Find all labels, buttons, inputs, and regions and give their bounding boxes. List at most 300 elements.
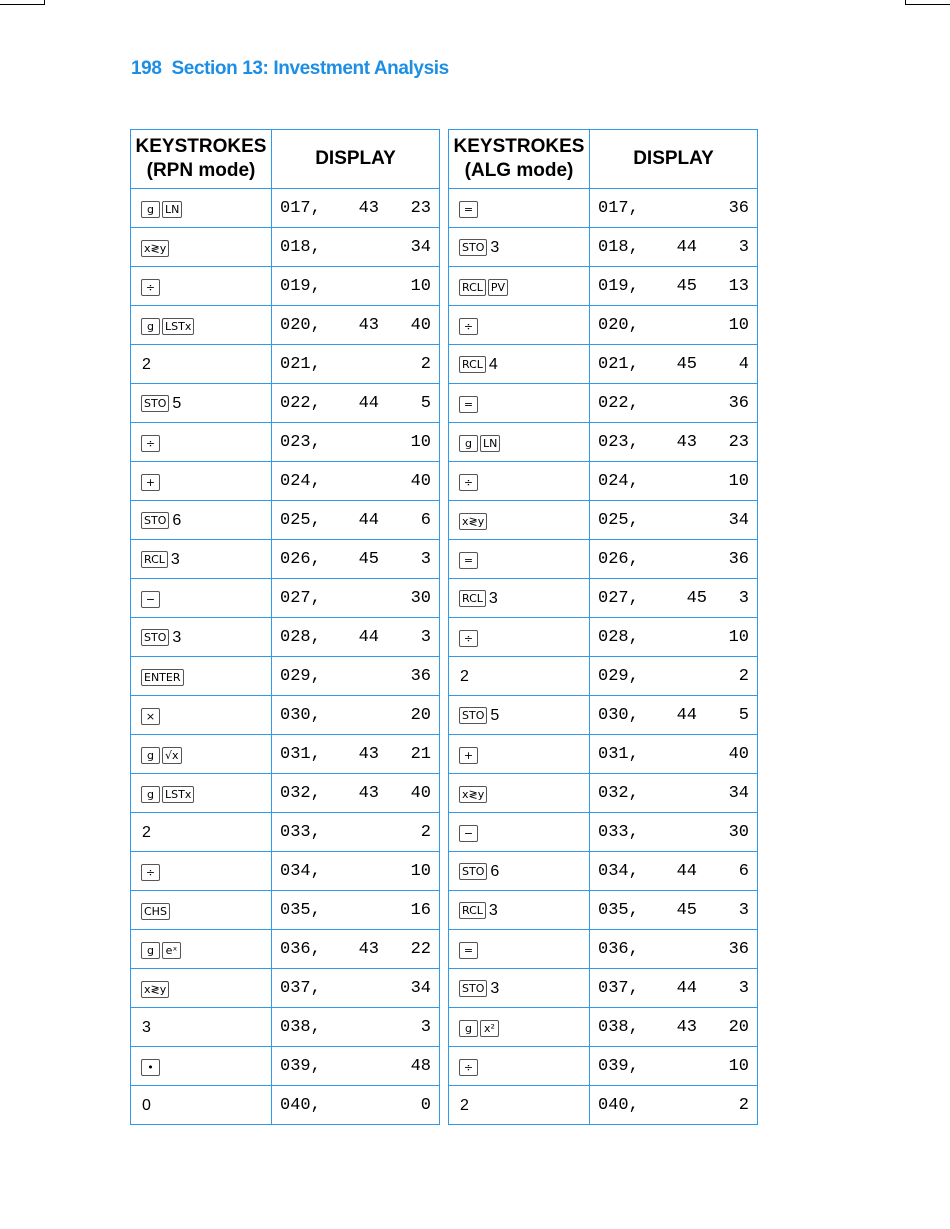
calculator-key: g (459, 1020, 478, 1037)
display-cell (272, 774, 440, 813)
keycode: 5 (420, 394, 431, 413)
keycode: 22 (410, 940, 431, 959)
display-cell (590, 1047, 758, 1086)
calculator-key: STO (459, 707, 487, 724)
table-row (449, 462, 758, 501)
display-cell (590, 969, 758, 1008)
keystroke-cell (449, 1047, 590, 1086)
calculator-key: = (459, 201, 478, 218)
table-row (449, 969, 758, 1008)
step-number: 031, (280, 745, 321, 764)
display-cell (590, 1086, 758, 1125)
keystroke-cell (131, 1008, 272, 1047)
crop-mark-right (905, 0, 950, 5)
keycode: 10 (728, 316, 749, 335)
display-cell (272, 423, 440, 462)
keycode: 6 (738, 862, 749, 881)
keystroke-cell (131, 891, 272, 930)
keycode-prefix: 45 (686, 589, 707, 608)
keystroke-digit: 3 (490, 979, 500, 997)
keystroke-cell (449, 969, 590, 1008)
keystroke-cell (131, 540, 272, 579)
step-number: 039, (280, 1057, 321, 1076)
step-number: 035, (598, 901, 639, 920)
table-row (131, 345, 440, 384)
table-row (131, 306, 440, 345)
keycode-prefix: 45 (676, 355, 697, 374)
keycode: 3 (420, 1018, 431, 1037)
calculator-key: = (459, 552, 478, 569)
keystroke-cell (131, 696, 272, 735)
calculator-key: = (459, 942, 478, 959)
keystroke-cell (131, 735, 272, 774)
step-number: 037, (598, 979, 639, 998)
keycode-prefix: 44 (358, 628, 379, 647)
keystroke-digit: 5 (172, 394, 182, 412)
keystroke-cell (449, 462, 590, 501)
display-cell (272, 579, 440, 618)
page-number: 198 (131, 58, 162, 79)
keystroke-digit: 3 (170, 550, 180, 568)
keystroke-digit: 3 (488, 901, 498, 919)
table-row (131, 657, 440, 696)
calculator-key: x≷y (459, 513, 487, 530)
display-cell (272, 735, 440, 774)
calculator-key: g (141, 747, 160, 764)
keycode-prefix: 44 (676, 862, 697, 881)
display-cell (272, 228, 440, 267)
keystroke-cell (449, 501, 590, 540)
keycode: 5 (738, 706, 749, 725)
display-cell (272, 1086, 440, 1125)
table-row (131, 891, 440, 930)
keycode-prefix: 44 (358, 394, 379, 413)
keycode: 2 (738, 1096, 749, 1115)
keycode-prefix: 44 (676, 238, 697, 257)
table-row (131, 852, 440, 891)
step-number: 020, (598, 316, 639, 335)
keycode: 36 (728, 199, 749, 218)
table-row (131, 423, 440, 462)
step-number: 031, (598, 745, 639, 764)
table-row (449, 384, 758, 423)
step-number: 032, (598, 784, 639, 803)
keystroke-cell (449, 345, 590, 384)
display-cell (590, 813, 758, 852)
table-row (449, 423, 758, 462)
keycode: 2 (738, 667, 749, 686)
keystroke-digit: 4 (488, 355, 498, 373)
display-cell (272, 891, 440, 930)
calculator-key: STO (459, 863, 487, 880)
calculator-key: RCL (459, 356, 486, 373)
table-row (131, 267, 440, 306)
keycode: 3 (738, 901, 749, 920)
keycode: 40 (410, 472, 431, 491)
keystroke-digit: 3 (172, 628, 182, 646)
step-number: 021, (598, 355, 639, 374)
table-row (449, 579, 758, 618)
keycode-prefix: 43 (358, 316, 379, 335)
keystroke-cell (449, 891, 590, 930)
calculator-key: g (141, 201, 160, 218)
keycode: 30 (410, 589, 431, 608)
keystroke-cell (131, 306, 272, 345)
table-row (131, 1047, 440, 1086)
table-row (449, 306, 758, 345)
keystrokes-mode-label: (ALG mode) (464, 160, 574, 181)
table-row (131, 189, 440, 228)
table-row (131, 774, 440, 813)
calculator-key: g (141, 942, 160, 959)
calculator-key: − (459, 825, 478, 842)
step-number: 027, (280, 589, 321, 608)
keycode: 20 (728, 1018, 749, 1037)
keystroke-digit: 6 (490, 862, 500, 880)
keycode: 3 (420, 550, 431, 569)
keycode: 2 (420, 823, 431, 842)
table-row (131, 930, 440, 969)
display-cell (590, 189, 758, 228)
keystroke-cell (131, 579, 272, 618)
keycode: 3 (738, 589, 749, 608)
step-number: 018, (280, 238, 321, 257)
keystroke-cell (449, 774, 590, 813)
keystroke-cell (449, 735, 590, 774)
table-row (449, 852, 758, 891)
keycode: 34 (728, 511, 749, 530)
calculator-key: √x (162, 747, 182, 764)
calculator-key: eˣ (162, 942, 181, 959)
step-number: 022, (280, 394, 321, 413)
display-cell (272, 618, 440, 657)
display-cell (590, 774, 758, 813)
keycode-prefix: 45 (358, 550, 379, 569)
calculator-key: g (141, 318, 160, 335)
display-cell (590, 540, 758, 579)
keycode-prefix: 44 (676, 706, 697, 725)
calculator-key: + (459, 747, 478, 764)
keystrokes-header-label: KEYSTROKES (453, 136, 585, 157)
keycode-prefix: 45 (676, 901, 697, 920)
table-row (131, 735, 440, 774)
keycode-prefix: 43 (358, 940, 379, 959)
calculator-key: ÷ (459, 318, 478, 335)
step-number: 036, (280, 940, 321, 959)
calculator-key: LN (162, 201, 182, 218)
step-number: 019, (280, 277, 321, 296)
display-cell (272, 969, 440, 1008)
calculator-key: ÷ (141, 435, 160, 452)
step-number: 037, (280, 979, 321, 998)
keycode: 36 (410, 667, 431, 686)
keystroke-digit: 3 (490, 238, 500, 256)
calculator-key: RCL (141, 551, 168, 568)
display-cell (590, 228, 758, 267)
step-number: 017, (598, 199, 639, 218)
display-cell (590, 423, 758, 462)
keystroke-cell (449, 813, 590, 852)
table-row (449, 540, 758, 579)
table-row (449, 618, 758, 657)
keystroke-digit: 5 (490, 706, 500, 724)
calculator-key: LSTx (162, 318, 194, 335)
step-number: 028, (598, 628, 639, 647)
table-row (131, 969, 440, 1008)
calculator-key: + (141, 474, 160, 491)
calculator-key: ÷ (141, 279, 160, 296)
calculator-key: ÷ (459, 1059, 478, 1076)
keycode-prefix: 43 (676, 1018, 697, 1037)
keycode: 10 (410, 277, 431, 296)
table-row (449, 189, 758, 228)
display-cell (590, 852, 758, 891)
display-cell (272, 306, 440, 345)
table-row (131, 579, 440, 618)
calculator-key: RCL (459, 590, 486, 607)
step-number: 018, (598, 238, 639, 257)
step-number: 039, (598, 1057, 639, 1076)
step-number: 033, (598, 823, 639, 842)
calculator-key: x≷y (141, 981, 169, 998)
keycode-prefix: 44 (676, 979, 697, 998)
calculator-key: ÷ (459, 474, 478, 491)
display-cell (590, 345, 758, 384)
display-cell (590, 657, 758, 696)
keystroke-cell (449, 579, 590, 618)
keystroke-digit: 2 (142, 355, 151, 373)
keycode-prefix: 43 (358, 745, 379, 764)
step-number: 020, (280, 316, 321, 335)
display-cell (272, 501, 440, 540)
keycode: 21 (410, 745, 431, 764)
display-cell (590, 1008, 758, 1047)
keystroke-cell (449, 228, 590, 267)
table-row (131, 501, 440, 540)
step-number: 038, (280, 1018, 321, 1037)
keystroke-digit: 0 (142, 1096, 151, 1114)
rpn-program-table (130, 129, 440, 1125)
keystroke-cell (449, 657, 590, 696)
keystroke-digit: 2 (460, 1096, 469, 1114)
keystroke-cell (131, 852, 272, 891)
table-row (449, 774, 758, 813)
step-number: 033, (280, 823, 321, 842)
step-number: 017, (280, 199, 321, 218)
display-cell (590, 384, 758, 423)
keycode-prefix: 43 (676, 433, 697, 452)
display-cell (272, 1008, 440, 1047)
table-row (131, 1008, 440, 1047)
keystroke-cell (449, 618, 590, 657)
keystroke-cell (131, 1047, 272, 1086)
table-row (131, 813, 440, 852)
keystroke-cell (131, 1086, 272, 1125)
keycode: 34 (410, 238, 431, 257)
calculator-key: − (141, 591, 160, 608)
keycode: 40 (410, 316, 431, 335)
page-header (131, 58, 449, 80)
display-cell (590, 930, 758, 969)
keycode: 16 (410, 901, 431, 920)
calculator-key: RCL (459, 279, 486, 296)
step-number: 040, (280, 1096, 321, 1115)
keycode: 6 (420, 511, 431, 530)
display-cell (272, 657, 440, 696)
keystroke-cell (449, 267, 590, 306)
display-cell (272, 462, 440, 501)
keystroke-cell (449, 423, 590, 462)
calculator-key: STO (459, 980, 487, 997)
keystroke-cell (131, 930, 272, 969)
keycode-prefix: 43 (358, 199, 379, 218)
step-number: 029, (598, 667, 639, 686)
keystroke-cell (131, 501, 272, 540)
keystroke-cell (131, 423, 272, 462)
keycode: 2 (420, 355, 431, 374)
keystrokes-header-label: KEYSTROKES (135, 136, 267, 157)
display-cell (590, 306, 758, 345)
display-header-alg: DISPLAY (590, 130, 758, 189)
step-number: 024, (280, 472, 321, 491)
step-number: 030, (280, 706, 321, 725)
section-title: Section 13: Investment Analysis (171, 58, 449, 79)
keycode: 40 (728, 745, 749, 764)
table-row (449, 657, 758, 696)
keystroke-cell (131, 774, 272, 813)
keystroke-cell (131, 267, 272, 306)
display-cell (590, 891, 758, 930)
calculator-key: x≷y (141, 240, 169, 257)
calculator-key: PV (488, 279, 508, 296)
table-row (449, 228, 758, 267)
step-number: 024, (598, 472, 639, 491)
keycode: 34 (728, 784, 749, 803)
step-number: 019, (598, 277, 639, 296)
step-number: 023, (598, 433, 639, 452)
keycode: 4 (738, 355, 749, 374)
keystroke-cell (131, 462, 272, 501)
keycode: 10 (410, 433, 431, 452)
table-row (449, 501, 758, 540)
keycode: 36 (728, 550, 749, 569)
calculator-key: • (141, 1059, 160, 1076)
keystroke-cell (131, 813, 272, 852)
table-row (131, 384, 440, 423)
display-cell (272, 345, 440, 384)
table-row (449, 1008, 758, 1047)
step-number: 026, (280, 550, 321, 569)
display-cell (590, 501, 758, 540)
step-number: 028, (280, 628, 321, 647)
keystroke-cell (449, 1086, 590, 1125)
table-row (131, 462, 440, 501)
keystroke-digit: 2 (460, 667, 469, 685)
keycode: 10 (728, 472, 749, 491)
keystrokes-mode-label: (RPN mode) (146, 160, 256, 181)
keycode: 10 (728, 1057, 749, 1076)
keycode: 10 (728, 628, 749, 647)
keycode: 48 (410, 1057, 431, 1076)
keycode: 30 (728, 823, 749, 842)
calculator-key: ÷ (141, 864, 160, 881)
keystroke-cell (131, 657, 272, 696)
step-number: 025, (598, 511, 639, 530)
step-number: 021, (280, 355, 321, 374)
display-cell (590, 267, 758, 306)
keycode: 23 (728, 433, 749, 452)
display-cell (272, 384, 440, 423)
step-number: 026, (598, 550, 639, 569)
step-number: 023, (280, 433, 321, 452)
keycode: 13 (728, 277, 749, 296)
calculator-key: LN (480, 435, 500, 452)
keystroke-cell (449, 696, 590, 735)
keycode-prefix: 44 (358, 511, 379, 530)
keystroke-cell (131, 969, 272, 1008)
calculator-key: STO (141, 512, 169, 529)
table-row (131, 696, 440, 735)
display-cell (272, 540, 440, 579)
keystroke-digit: 3 (488, 589, 498, 607)
keystroke-cell (131, 384, 272, 423)
table-row (449, 891, 758, 930)
calculator-key: STO (141, 395, 169, 412)
calculator-key: = (459, 396, 478, 413)
calculator-key: ENTER (141, 669, 184, 686)
display-cell (272, 696, 440, 735)
display-cell (590, 696, 758, 735)
alg-program-table (448, 129, 758, 1125)
display-header-rpn: DISPLAY (272, 130, 440, 189)
table-row (449, 735, 758, 774)
keystroke-cell (449, 540, 590, 579)
keystrokes-header-rpn (131, 130, 272, 189)
keycode: 3 (420, 628, 431, 647)
keystroke-cell (449, 306, 590, 345)
table-row (131, 618, 440, 657)
step-number: 038, (598, 1018, 639, 1037)
table-row (449, 267, 758, 306)
keystroke-digit: 2 (142, 823, 151, 841)
display-cell (272, 930, 440, 969)
keystroke-digit: 3 (142, 1018, 151, 1036)
step-number: 034, (598, 862, 639, 881)
keycode-prefix: 45 (676, 277, 697, 296)
step-number: 040, (598, 1096, 639, 1115)
calculator-key: ÷ (459, 630, 478, 647)
table-row (449, 930, 758, 969)
keystroke-cell (449, 852, 590, 891)
calculator-key: x² (480, 1020, 499, 1037)
crop-mark-left (0, 0, 45, 5)
calculator-key: STO (459, 239, 487, 256)
step-number: 032, (280, 784, 321, 803)
step-number: 022, (598, 394, 639, 413)
display-cell (272, 189, 440, 228)
step-number: 036, (598, 940, 639, 959)
table-row (449, 1047, 758, 1086)
display-cell (272, 1047, 440, 1086)
display-cell (590, 735, 758, 774)
step-number: 030, (598, 706, 639, 725)
table-row (131, 540, 440, 579)
table-row (449, 345, 758, 384)
keycode: 40 (410, 784, 431, 803)
keystroke-digit: 6 (172, 511, 182, 529)
step-number: 035, (280, 901, 321, 920)
table-row (131, 1086, 440, 1125)
